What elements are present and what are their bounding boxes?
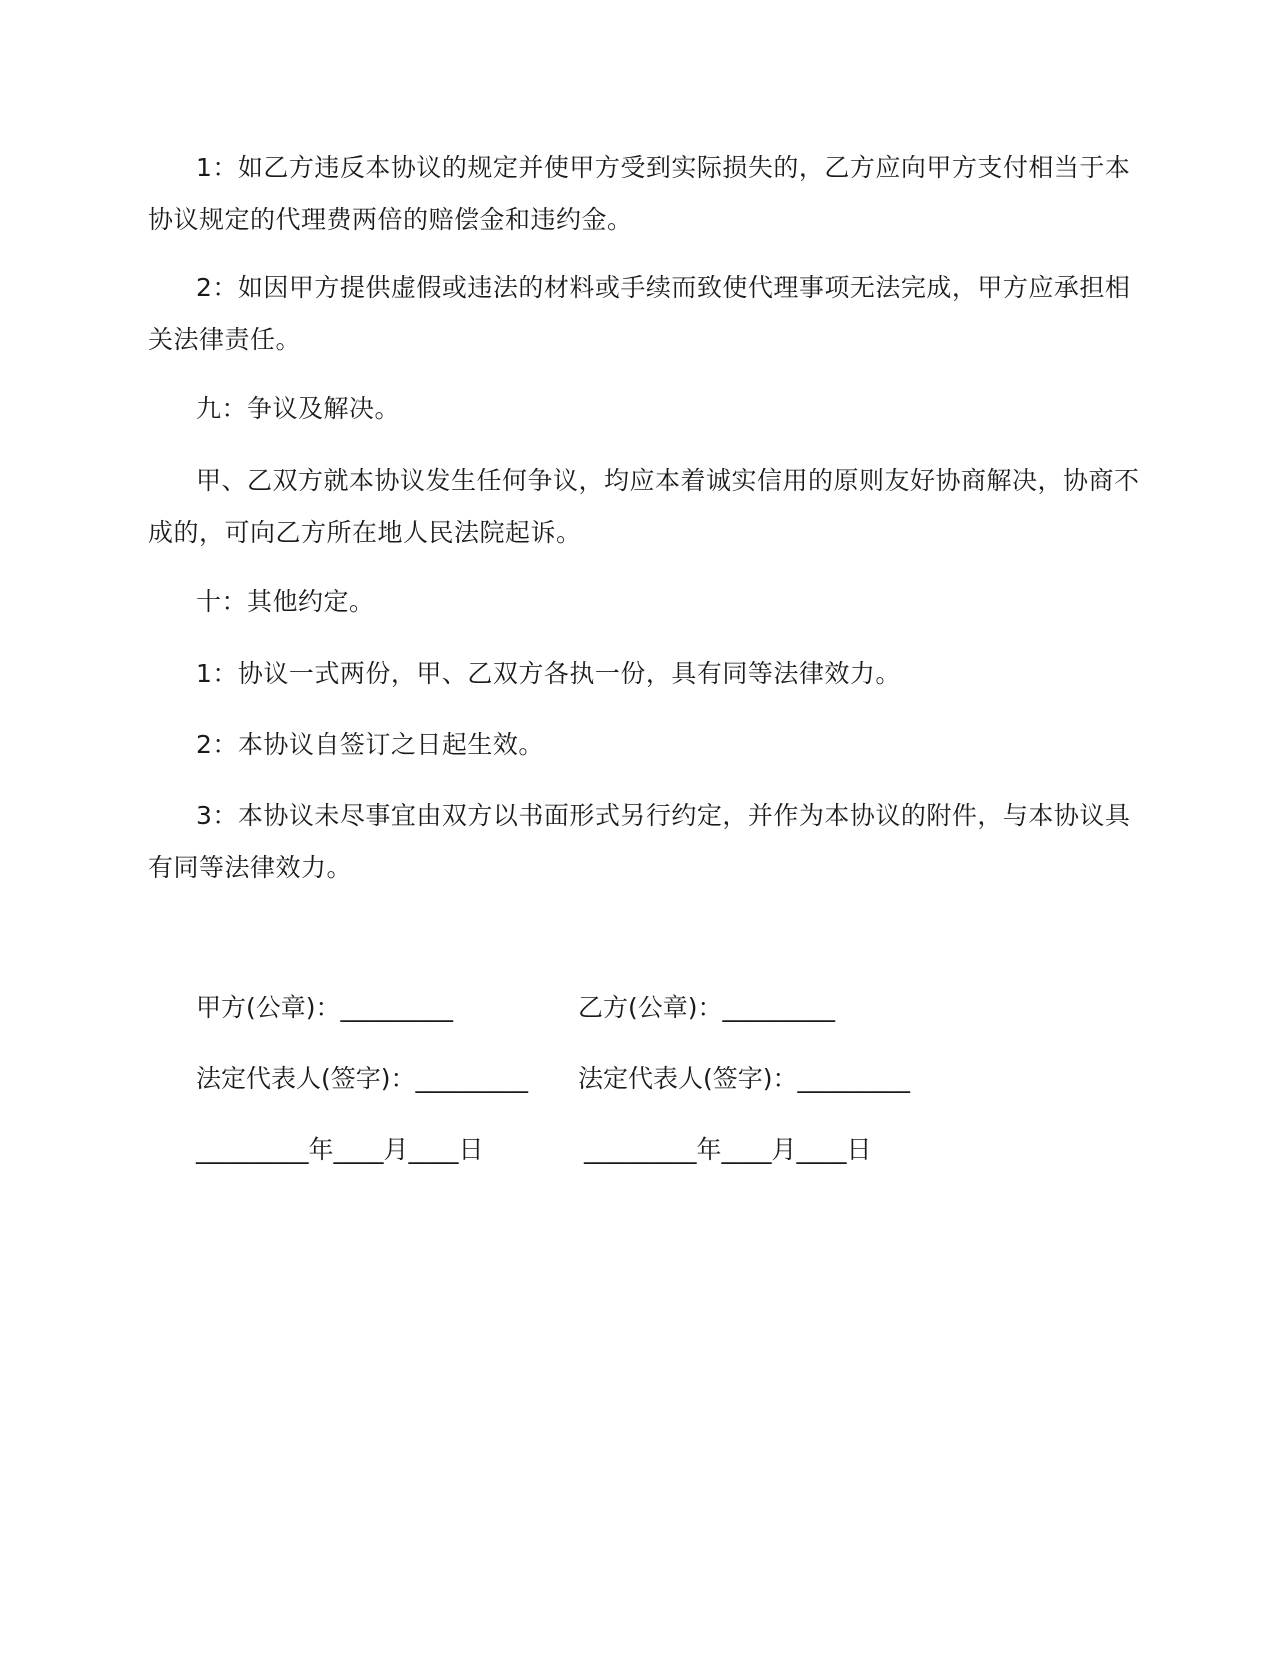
section-10-heading: 十：其他约定。 (196, 587, 375, 616)
section-10-item-3-line-1: 3：本协议未尽事宜由双方以书面形式另行约定，并作为本协议的附件，与本协议具 (196, 801, 1131, 830)
party-a-seal-field: 甲方(公章)：_________ (196, 993, 454, 1022)
party-b-seal-field: 乙方(公章)：_________ (578, 993, 836, 1022)
party-a-date-field: _________年____月____日 (196, 1135, 484, 1164)
clause-2-line-1: 2：如因甲方提供虚假或违法的材料或手续而致使代理事项无法完成，甲方应承担相 (196, 273, 1131, 302)
party-b-representative-field: 法定代表人(签字)：_________ (578, 1064, 911, 1093)
clause-1-line-1: 1：如乙方违反本协议的规定并使甲方受到实际损失的，乙方应向甲方支付相当于本 (196, 153, 1131, 182)
section-9-heading: 九：争议及解决。 (196, 394, 401, 423)
section-9-line-2: 成的，可向乙方所在地人民法院起诉。 (148, 518, 582, 547)
section-10-item-1: 1：协议一式两份，甲、乙双方各执一份，具有同等法律效力。 (196, 659, 901, 688)
section-10-item-3-line-2: 有同等法律效力。 (148, 853, 353, 882)
clause-1-line-2: 协议规定的代理费两倍的赔偿金和违约金。 (148, 205, 633, 234)
party-a-representative-field: 法定代表人(签字)：_________ (196, 1064, 529, 1093)
clause-2-line-2: 关法律责任。 (148, 325, 302, 354)
party-b-date-field: _________年____月____日 (584, 1135, 872, 1164)
section-9-line-1: 甲、乙双方就本协议发生任何争议，均应本着诚实信用的原则友好协商解决，协商不 (196, 466, 1140, 495)
section-10-item-2: 2：本协议自签订之日起生效。 (196, 730, 544, 759)
